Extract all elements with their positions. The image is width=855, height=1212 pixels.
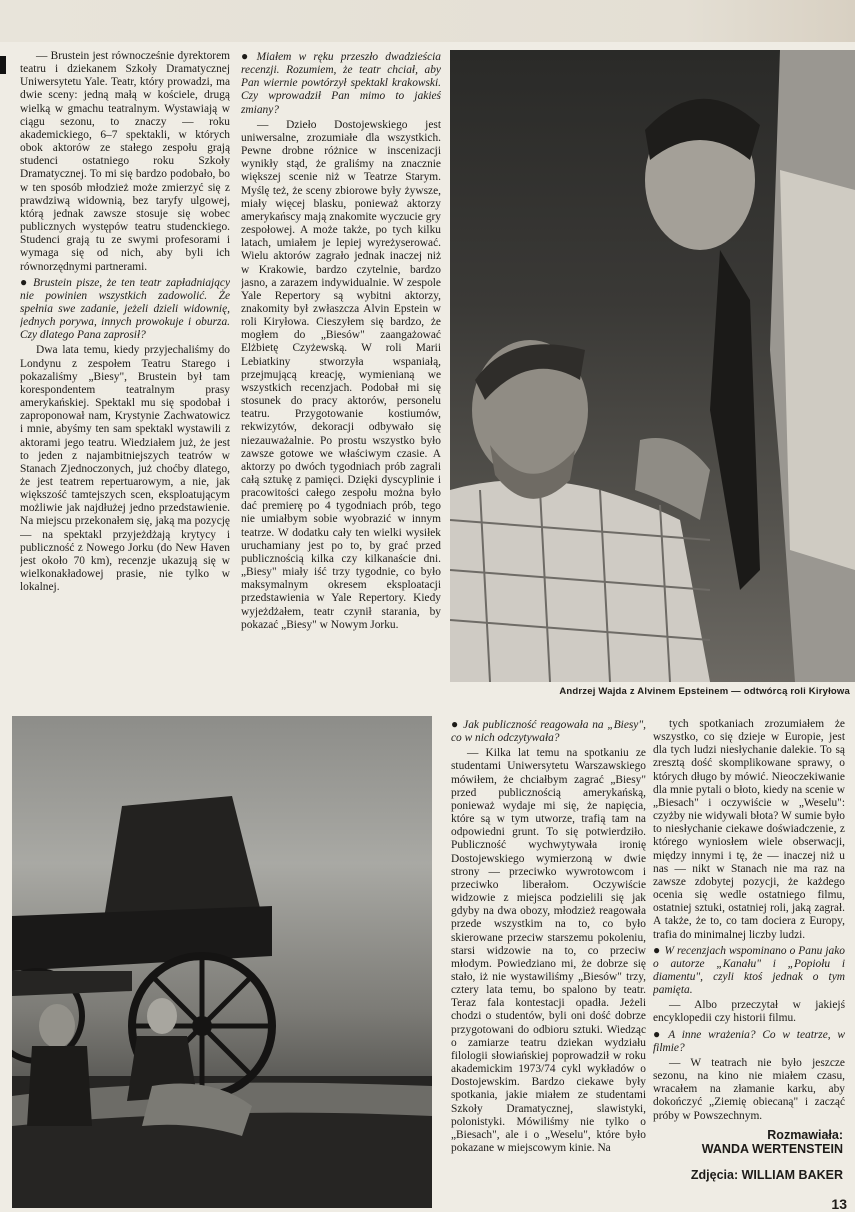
paragraph: — W teatrach nie było jeszcze sezonu, na kino nie miałem czasu, wracałem na złamanie karku, aby dokończyć „Ziemię obiecaną" i zacząć próby w Powszechnym. [653,1056,845,1122]
bullet-icon: ● [20,274,30,289]
question: ● Jak publiczność reagowała na „Biesy", co w nich odczytywała? [451,718,646,745]
paragraph: Dwa lata temu, kiedy przyjechaliśmy do Londynu z zespołem Teatru Starego i pokazaliśmy „Biesy", Brustein był tam korespondentem teatralnym prasy amerykańskiej. Spektakl mu się spodobał i zaproponował nam, Krystynie Zachwatowicz i mnie, abyśmy ten sam spektakl wystawili z aktorami jego teatru. Wiedziałem już, że jest to jeden z najambitniejszych teatrów w Stanach Zjednoczonych, już choćby dlatego, że jest teatrem repertuarowym, a nie, jak większość tamtejszych scen, eksploatującym możliwie jak najdłużej jedno przedstawienie. Na miejscu przekonałem się, jaką ma pozycję — na spektakl przyjeżdżają krytycy i publiczność z Nowego Jorku (do New Haven jest około 70 km), recenzje ukazują się w wielkonakładowej prasie, nie tylko w lokalnej. [20,344,230,594]
interviewer-name: WANDA WERTENSTEIN [701,1142,843,1156]
bullet-icon: ● [241,50,253,63]
interview-label: Rozmawiała: [767,1128,843,1142]
paragraph: — Albo przeczytał w jakiejś encyklopedii czy historii filmu. [653,999,845,1025]
page-number: 13 [831,1196,847,1212]
question: ● Brustein pisze, że ten teatr zapładniający nie powinien wszystkich zadowolić. Że spełnia swe zadanie, jeżeli dzieli widownię, jednych porywa, innych prowokuje i oburza. Czy dlatego Pana zaprosił? [20,274,230,342]
top-margin-strip [0,0,855,42]
paragraph: — Dzieło Dostojewskiego jest uniwersalne, zrozumiałe dla wszystkich. Pewne drobne różnice w inscenizacji wynikły stąd, że graliśmy na znacznie większej scenie niż w Teatrze Starym. Myślę też, że sceny zbiorowe były żywsze, miały więcej blasku, ponieważ aktorzy amerykańscy mają znakomite wyczucie gry zespołowej. A może także, po tych kilku latach, umiałem je lepiej wyreżyserować. Wielu aktorów zagrało jednak inaczej niż w Krakowie, bardzo czytelnie, bardzo jasno, a zarazem indywidualnie. W zespole Yale Repertory są wybitni aktorzy, znakomity był zwłaszcza Alvin Epstein w roli Kiryłowa. Cieszyłem się bardzo, że mogłem do „Biesów" zaangażować Elżbietę Czyżewską. W roli Marii Lebiatkiny stworzyła wspaniałą, przejmującą kreację, wymienianą we wszystkich recenzjach. Podobał mi się stosunek do pracy aktorów, personelu teatru. Przygotowanie kostiumów, rekwizytów, dekoracji odbywało się niezauważalnie. Po prostu wszystko było zawsze gotowe we właściwym czasie. A aktorzy po dwóch tygodniach prób zagrali całą sztukę z pamięci. Dzięki dyscyplinie i pracowitości całego zespołu można było dać premierę po 4 tygodniach prób, tego nie umiałbym sobie wyobrazić w innym teatrze. W dodatku cały ten wielki wysiłek uruchamiany jest po to, by grać przed publicznością kilka czy kilkanaście dni. „Biesy" miały iść trzy tygodnie, co było maksymalnym okresem eksploatacji przedstawienia w Yale Repertory. Kiedy wyjeżdżałem, teatr czynił starania, by pokazać „Biesy" w Nowym Jorku. [241,118,441,631]
photo-wajda-epstein [450,50,855,682]
photo-illustration [450,50,855,682]
bullet-icon: ● [451,718,460,731]
registration-mark [0,56,6,74]
photo-credit: Zdjęcia: WILLIAM BAKER [690,1168,843,1182]
photo-caption: Andrzej Wajda z Alvinem Epsteinem — odtwórcą roli Kiryłowa [559,686,850,697]
text-column-3 [451,718,646,1198]
paragraph: — Kilka lat temu na spotkaniu ze studentami Uniwersytetu Warszawskiego mówiłem, że chciałbym zagrać „Biesy" przed publicznością amerykańską, ponieważ wydaje mi się, że napięcia, które są w tym utworze, trafią tam na odpowiedni grunt. To się potwierdziło. Publiczność wychwytywała ironię Dostojewskiego wymierzoną w dwie strony — przeciwko wywrotowcom i przeciwko liberałom. Oczywiście widzowie z miejsca podzielili się jak gdyby na dwa obozy, młodzież reagowała przede wszystkim na to, co było skierowane przeciw starszemu pokoleniu, starsi widzowie na to, co przeciw młodym. Powiedziano mi, że dobrze się stało, iż nie wystawiliśmy „Biesów" trzy, cztery lata temu, bo spalono by teatr. Teraz fala kontestacji opadła. Jeżeli chodzi o studentów, byli oni dość dobrze przygotowani do odbioru sztuki. Wiedząc o zamiarze teatru dziekan wydziału filologii słowiańskiej poprowadził w roku akademickim 1973/74 cykl wykładów o Dostojewskim. Bardzo ciekawe były spotkania, jakie miałem ze studentami Szkoły Dramatycznej, slawistyki, polonistyki. Mówiliśmy nie tylko o „Biesach", ale i o „Weselu", które było pokazane w miejscowym kinie. Na [451,747,646,1154]
photo-wagon-scene [12,716,432,1208]
bullet-icon: ● [653,942,661,957]
question: ● W recenzjach wspominano o Panu jako o autorze „Kanału" i „Popiołu i diamentu", czyli ktoś jednak o tym pamięta. [653,942,845,997]
paragraph: tych spotkaniach zrozumiałem że wszystko, co się dzieje w Europie, jest dla tych ludzi niesłychanie dalekie. To są zresztą dość skomplikowane sprawy, o których długo by mówić. Nieoczekiwanie dla mnie pytali o błoto, kiedy na scenie w „Biesach" i oczywiście w „Weselu": czyżby nie widywali błota? W sumie było to niesłychanie ciekawe doświadczenie, z którego wyniosłem wiele obserwacji, między innymi i tę, że — inaczej niż u nas — nikt w Stanach nie ma raz na zawsze zdobytej pozycji, że każdego ocenia się wedle ostatniego filmu, ostatniej sztuki, ostatniej roli, jaką zagrał. A także, że to, co tam dociera z Europy, trafia do minimalnej liczby ludzi. [653,718,845,941]
bullet-icon: ● [653,1026,665,1041]
text-column-2 [241,50,441,695]
paragraph: — Brustein jest równocześnie dyrektorem teatru i dziekanem Szkoły Dramatycznej Uniwersytetu Yale. Teatr, który prowadzi, ma dwie sceny: jedną małą w kościele, drugą wielką w gmachu teatralnym. Wystawiają w ciągu sezonu, to znaczy — roku akademickiego, 6–7 spektakli, w których obok aktorów ze stałego zespołu grają studenci ostatniego roku Szkoły Dramatycznej. To mi się bardzo podobało, bo w ten sposób młodzież może zmierzyć się z prawdziwą widownią, bez taryfy ulgowej, którą jednak zawsze stosuje się wobec publicznych występów teatru studenckiego. Studenci grają tu ze swymi profesorami i wymaga się od nich, aby byli ich równorzędnymi partnerami. [20,50,230,273]
question: ● Miałem w ręku przeszło dwadzieścia recenzji. Rozumiem, że teatr chciał, aby Pan wiernie powtórzył spektakl krakowski. Czy wprowadził Pan mimo to jakieś zmiany? [241,50,441,116]
text-column-1 [20,50,230,695]
photo-illustration [12,716,432,1208]
text-column-4 [653,718,845,1198]
question: ● A inne wrażenia? Co w teatrze, w filmie? [653,1026,845,1054]
interviewer-credit [702,1128,843,1156]
